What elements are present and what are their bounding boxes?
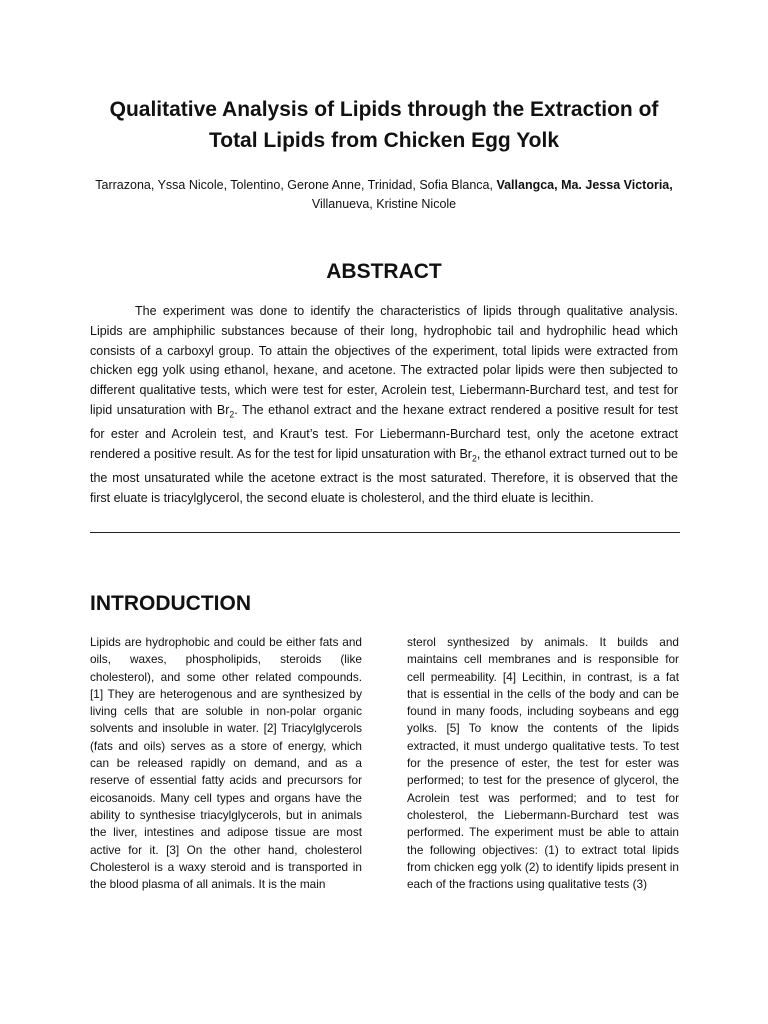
- introduction-heading: INTRODUCTION: [90, 592, 251, 615]
- introduction-right-column: sterol synthesized by animals. It builds and maintains cell membranes and is responsible for cell permeability. [4] Lecithin, in contrast, is a fat that is essential in the cells of the body and can be found in many foods, including soybeans and egg yolks. [5] To know the contents of the lipids extracted, it must undergo qualitative tests. To test for the presence of ester, the test for ester was performed; to test for the presence of glycerol, the Acrolein test was performed; and to test for cholesterol, the Liebermann-Burchard test was performed. The experiment must be able to attain the following objectives: (1) to extract total lipids from chicken egg yolk (2) to identify lipids present in each of the fractions using qualitative tests (3): [407, 635, 679, 892]
- abstract-divider: [90, 532, 680, 533]
- paper-title: [60, 94, 708, 156]
- authors-bold-name: Vallangca, Ma. Jessa Victoria,: [496, 178, 673, 192]
- author-list: [90, 176, 678, 214]
- authors-text-1: Tarrazona, Yssa Nicole, Tolentino, Gerone Anne, Trinidad, Sofia Blanca,: [95, 178, 497, 192]
- abstract-subscript-2: 2: [471, 453, 477, 464]
- authors-text-2: Villanueva, Kristine Nicole: [311, 197, 457, 211]
- abstract-text-3: , the ethanol extract turned out to be the most unsaturated while the acetone extract is the most saturated. Therefore, it is observed that the first eluate is triacylglycerol, the second eluate is cholesterol, and the third eluate is lecithin.: [90, 447, 678, 506]
- abstract-subscript-1: 2: [229, 409, 235, 420]
- abstract-body: [90, 302, 678, 509]
- paper-title-line-2: Total Lipids from Chicken Egg Yolk: [208, 129, 560, 152]
- introduction-left-column: Lipids are hydrophobic and could be either fats and oils, waxes, phospholipids, steroids (like cholesterol), and some other related compounds. [1] They are heterogenous and are synthesized by living cells that are soluble in non-polar organic solvents and insoluble in water. [2] Triacylglycerols (fats and oils) serves as a store of energy, which can be released rapidly on demand, and as a reserve of essential fatty acids and precursors for eicosanoids. Many cell types and organs have the ability to synthesise triacylglycerols, but in animals the liver, intestines and adipose tissue are most active for it. [3] On the other hand, cholesterol Cholesterol is a waxy steroid and is transported in the blood plasma of all animals. It is the main: [90, 635, 362, 892]
- abstract-text-2: . The ethanol extract and the hexane extract rendered a positive result for test for ester and Acrolein test, and Kraut’s test. For Liebermann-Burchard test, only the acetone extract rendered a positive result. As for the test for lipid unsaturation with Br: [90, 402, 678, 462]
- paper-title-line-1: Qualitative Analysis of Lipids through the Extraction of: [109, 98, 659, 121]
- abstract-heading: ABSTRACT: [326, 260, 442, 283]
- abstract-text-1: The experiment was done to identify the characteristics of lipids through qualitative analysis. Lipids are amphiphilic substances because of their long, hydrophobic tail and hydrophilic head which consists of a carboxyl group. To attain the objectives of the experiment, total lipids were extracted from chicken egg yolk using ethanol, hexane, and acetone. The extracted polar lipids were then subjected to different qualitative tests, which were test for ester, Acrolein test, Liebermann-Burchard test, and test for lipid unsaturation with Br: [90, 304, 678, 417]
